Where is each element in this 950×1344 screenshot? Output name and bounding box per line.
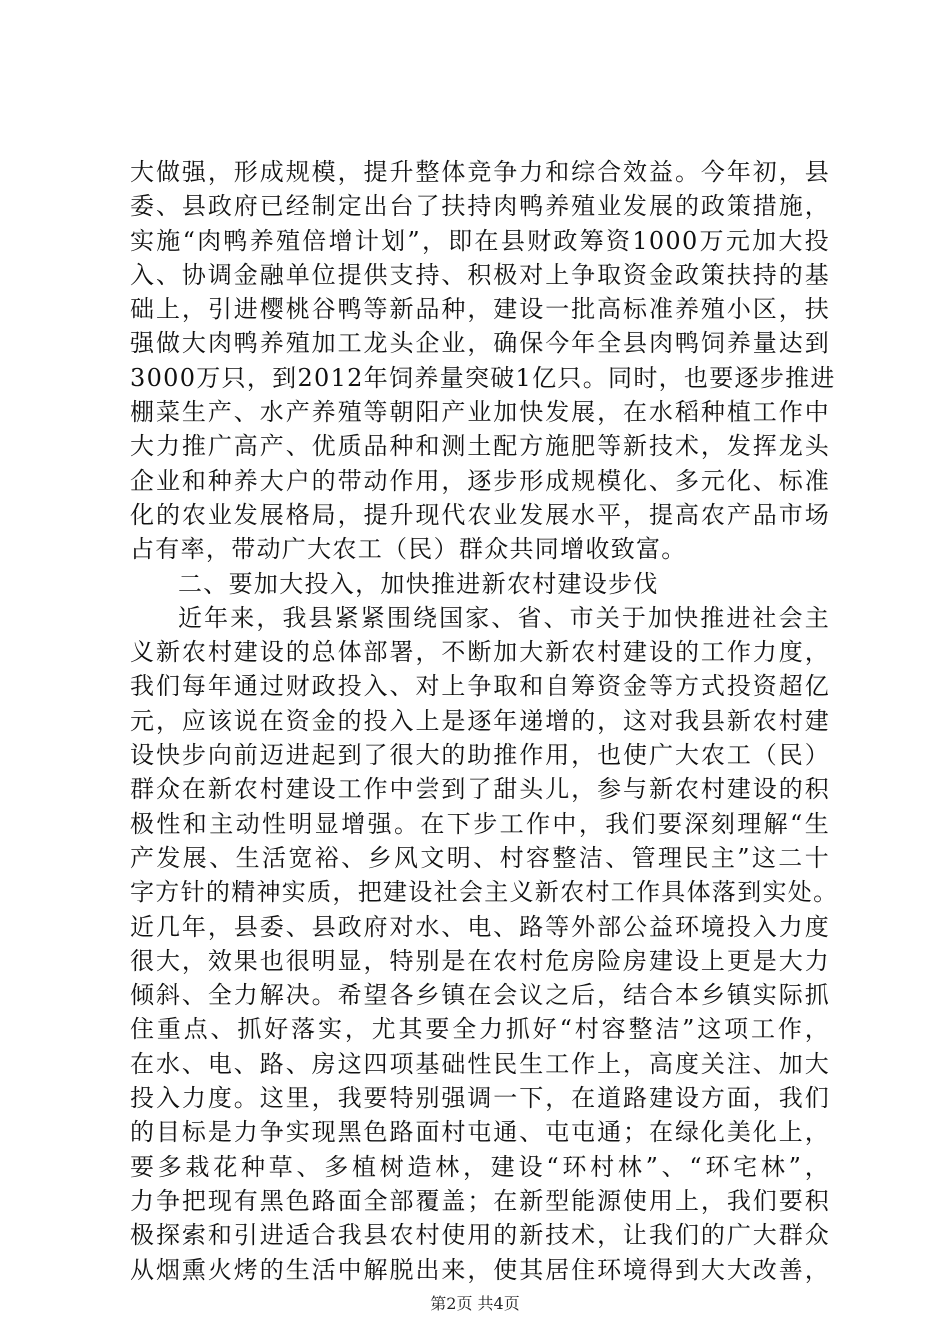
section-heading: 二、要加大投入，加快推进新农村建设步伐: [178, 569, 659, 598]
text-line: 极探索和引进适合我县农村使用的新技术，让我们的广大群众: [130, 1221, 830, 1250]
page-footer: 第2页 共4页: [430, 1294, 520, 1313]
text-line: 在水、电、路、房这四项基础性民生工作上，高度关注、加大: [130, 1049, 830, 1078]
document-body: [130, 155, 839, 1287]
text-line: 的目标是力争实现黑色路面村屯通、屯屯通；在绿化美化上，: [130, 1118, 830, 1147]
text-line: 近年来，我县紧紧围绕国家、省、市关于加快推进社会主: [178, 603, 830, 632]
text-line: 我们每年通过财政投入、对上争取和自筹资金等方式投资超亿: [130, 672, 830, 701]
text-line: 入、协调金融单位提供支持、积极对上争取资金政策扶持的基: [130, 260, 830, 289]
text-line: 字方针的精神实质，把建设社会主义新农村工作具体落到实处。: [130, 878, 839, 907]
text-line: 投入力度。这里，我要特别强调一下，在道路建设方面，我们: [130, 1084, 830, 1113]
text-line: 从烟熏火烤的生活中解脱出来，使其居住环境得到大大改善，: [130, 1255, 830, 1284]
text-line: 力争把现有黑色路面全部覆盖；在新型能源使用上，我们要积: [130, 1186, 830, 1215]
text-line: 元，应该说在资金的投入上是逐年递增的，这对我县新农村建: [130, 706, 830, 735]
text-line: 很大，效果也很明显，特别是在农村危房险房建设上更是大力: [130, 946, 830, 975]
text-line: 住重点、抓好落实，尤其要全力抓好“村容整洁”这项工作，: [130, 1015, 830, 1044]
text-line: 实施“肉鸭养殖倍增计划”，即在县财政筹资1000万元加大投: [130, 226, 830, 255]
text-line: 棚菜生产、水产养殖等朝阳产业加快发展，在水稻种植工作中: [130, 398, 830, 427]
text-line: 企业和种养大户的带动作用，逐步形成规模化、多元化、标准: [130, 466, 830, 495]
text-line: 要多栽花种草、多植树造林，建设“环村林”、“环宅林”，: [130, 1152, 830, 1181]
text-line: 大力推广高产、优质品种和测土配方施肥等新技术，发挥龙头: [130, 432, 830, 461]
text-line: 倾斜、全力解决。希望各乡镇在会议之后，结合本乡镇实际抓: [130, 981, 830, 1010]
text-line: 占有率，带动广大农工（民）群众共同增收致富。: [130, 535, 687, 564]
text-line: 近几年，县委、县政府对水、电、路等外部公益环境投入力度: [130, 912, 830, 941]
text-line: 础上，引进樱桃谷鸭等新品种，建设一批高标准养殖小区，扶: [130, 295, 830, 324]
text-line: 产发展、生活宽裕、乡风文明、村容整洁、管理民主”这二十: [130, 843, 830, 872]
text-line: 3000万只，到2012年饲养量突破1亿只。同时，也要逐步推进: [130, 363, 836, 392]
text-line: 义新农村建设的总体部署，不断加大新农村建设的工作力度，: [130, 638, 830, 667]
text-line: 大做强，形成规模，提升整体竞争力和综合效益。今年初，县: [130, 158, 830, 186]
text-line: 极性和主动性明显增强。在下步工作中，我们要深刻理解“生: [130, 809, 830, 838]
text-line: 强做大肉鸭养殖加工龙头企业，确保今年全县肉鸭饲养量达到: [130, 329, 830, 358]
text-line: 委、县政府已经制定出台了扶持肉鸭养殖业发展的政策措施，: [130, 192, 830, 221]
text-line: 化的农业发展格局，提升现代农业发展水平，提高农产品市场: [130, 500, 830, 529]
text-line: 设快步向前迈进起到了很大的助推作用，也使广大农工（民）: [130, 741, 830, 770]
text-line: 群众在新农村建设工作中尝到了甜头儿，参与新农村建设的积: [130, 775, 830, 804]
